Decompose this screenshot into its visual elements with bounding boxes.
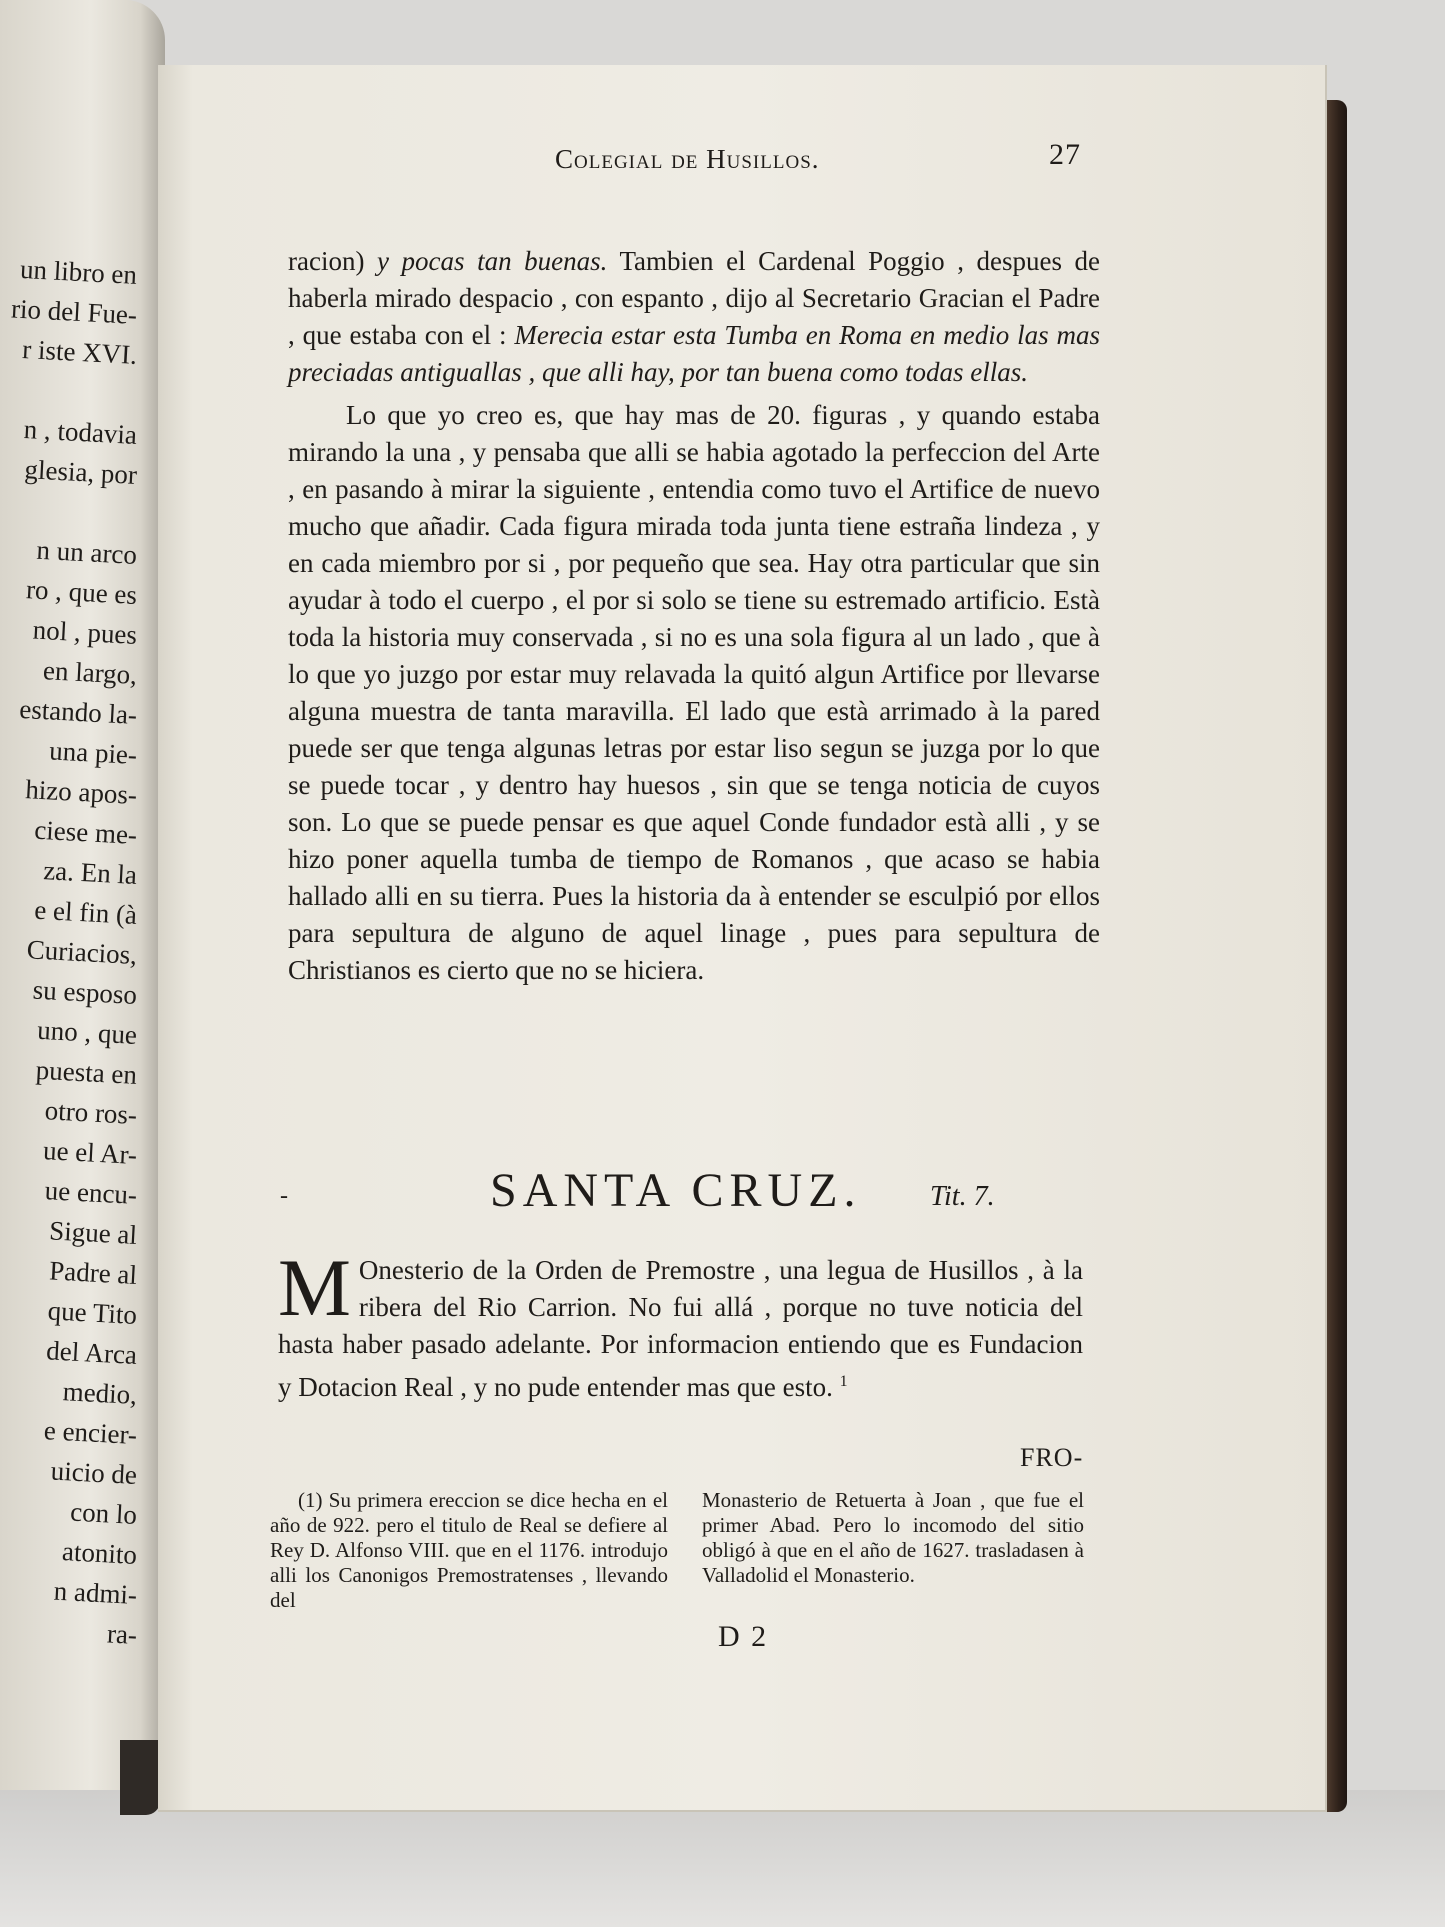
left-line: ue el Ar-	[42, 1135, 138, 1170]
section-dash: -	[280, 1183, 288, 1209]
left-line: Padre al	[48, 1255, 138, 1290]
running-title: Colegial de Husillos.	[555, 144, 820, 174]
left-line: ue encu-	[44, 1175, 138, 1210]
paragraph-text: racion)	[288, 246, 378, 276]
paragraph	[288, 243, 1100, 391]
left-line: otro ros-	[44, 1095, 138, 1130]
paragraph-text: Tambien el Cardenal Poggio , despues de haberla mirado despacio , con espanto , dijo al Secretario Gracian el Padre , que estaba con el :	[288, 246, 1101, 350]
quote-text: y pocas tan buenas.	[377, 246, 608, 276]
body-text	[288, 243, 1100, 989]
drop-cap: M	[278, 1242, 351, 1333]
section-title: SANTA CRUZ.	[490, 1164, 862, 1217]
section-reference: Tit. 7.	[930, 1181, 995, 1212]
left-line: una pie-	[48, 735, 138, 770]
left-line: ro , que es	[25, 574, 138, 610]
paragraph: Lo que yo creo es, que hay mas de 20. figuras , y quando estaba mirando la una , y pensaba que alli se habia agotado la perfeccion del Arte , en pasando à mirar la siguiente , entendia como tuvo el Artifice de nuevo mucho que añadir. Cada figura mirada toda junta tiene estraña lindeza , y en cada miembro por si , por pequeño que sea. Hay otra particular que sin ayudar à todo el cuerpo , el por si solo se tiene su estremado artificio. Està toda la historia muy conservada , si no es una sola figura al un lado , que à lo que yo juzgo por estar muy relavada la quitó algun Artifice por llevarse alguna muestra de tanta maravilla. El lado que està arrimado à la pared puede ser que tenga algunas letras por estar liso segun se juzga por lo que se puede tocar , y dentro hay huesos , sin que se tenga noticia de cuyos son. Lo que se puede pensar es que aquel Conde fundador està alli , y se hizo poner aquella tumba de tiempo de Romanos , que acaso se habia hallado alli en su tierra. Pues la historia da à entender se esculpió por ellos para sepultura de alguno de aquel linage , pues para sepultura de Christianos es cierto que no se hiciera.	[288, 400, 1100, 985]
left-line: en largo,	[42, 655, 138, 690]
left-line	[10, 488, 138, 535]
footnote-right-column: Monasterio de Retuerta à Joan , que fue el primer Abad. Pero lo incomodo del sitio obligó à que en el año de 1627. trasladasen à Valladolid el Monasterio.	[702, 1488, 1084, 1587]
left-page-text	[11, 255, 137, 1655]
left-line: atonito	[61, 1536, 138, 1570]
left-line: ciese me-	[33, 814, 138, 850]
left-line	[10, 368, 138, 415]
left-cover-corner	[120, 1740, 160, 1815]
left-line: que Tito	[47, 1295, 138, 1330]
left-line: n , todavia	[23, 414, 138, 450]
left-line: e el fin (à	[33, 894, 138, 930]
left-line: uicio de	[50, 1455, 138, 1490]
section-paragraph: Onesterio de la Orden de Premostre , una legua de Husillos , à la ribera del Rio Carrion. No fui allá , porque no tuve noticia del hasta haber pasado adelante. Por informacion entiendo que es Fundacion y Dotacion Real , y no pude entender mas que esto.	[278, 1255, 1083, 1402]
left-line: su esposo	[32, 974, 138, 1010]
left-line: r iste XVI.	[21, 334, 138, 370]
left-line: e encier-	[43, 1415, 138, 1450]
quote-text: Merecia estar esta Tumba en Roma en medio las mas preciadas antiguallas , que alli hay, por tan buena como todas ellas.	[288, 320, 1100, 387]
left-line: ra-	[106, 1618, 138, 1650]
left-line: estando la-	[18, 693, 138, 730]
left-line: n un arco	[35, 534, 138, 570]
left-line: del Arca	[45, 1335, 138, 1370]
left-line: Sigue al	[48, 1215, 138, 1250]
left-page	[0, 0, 165, 1790]
footnote-left-column: (1) Su primera ereccion se dice hecha en el año de 922. pero el titulo de Real se defiere al Rey D. Alfonso VIII. que en el 1176. introdujo alli los Canonigos Premostratenses , llevando del	[270, 1488, 668, 1612]
catchword: FRO-	[1020, 1443, 1084, 1472]
left-line: rio del Fue-	[10, 293, 138, 330]
left-line: puesta en	[35, 1054, 138, 1090]
left-line: n admi-	[53, 1575, 138, 1610]
left-line: hizo apos-	[24, 774, 138, 810]
left-line: con lo	[69, 1496, 138, 1530]
left-line: Curiacios,	[26, 934, 138, 970]
left-line: nol , pues	[32, 614, 138, 650]
left-line: za. En la	[42, 855, 138, 890]
page-header	[545, 138, 1085, 178]
section-text	[278, 1242, 1083, 1406]
left-line: uno , que	[36, 1014, 138, 1050]
left-line: glesia, por	[23, 454, 138, 490]
signature-mark: D 2	[718, 1620, 769, 1653]
left-line: un libro en	[19, 253, 138, 290]
section-heading	[272, 1163, 1092, 1233]
page-number: 27	[1049, 138, 1081, 171]
left-line: medio,	[62, 1376, 138, 1410]
footnote-marker: 1	[839, 1373, 848, 1390]
